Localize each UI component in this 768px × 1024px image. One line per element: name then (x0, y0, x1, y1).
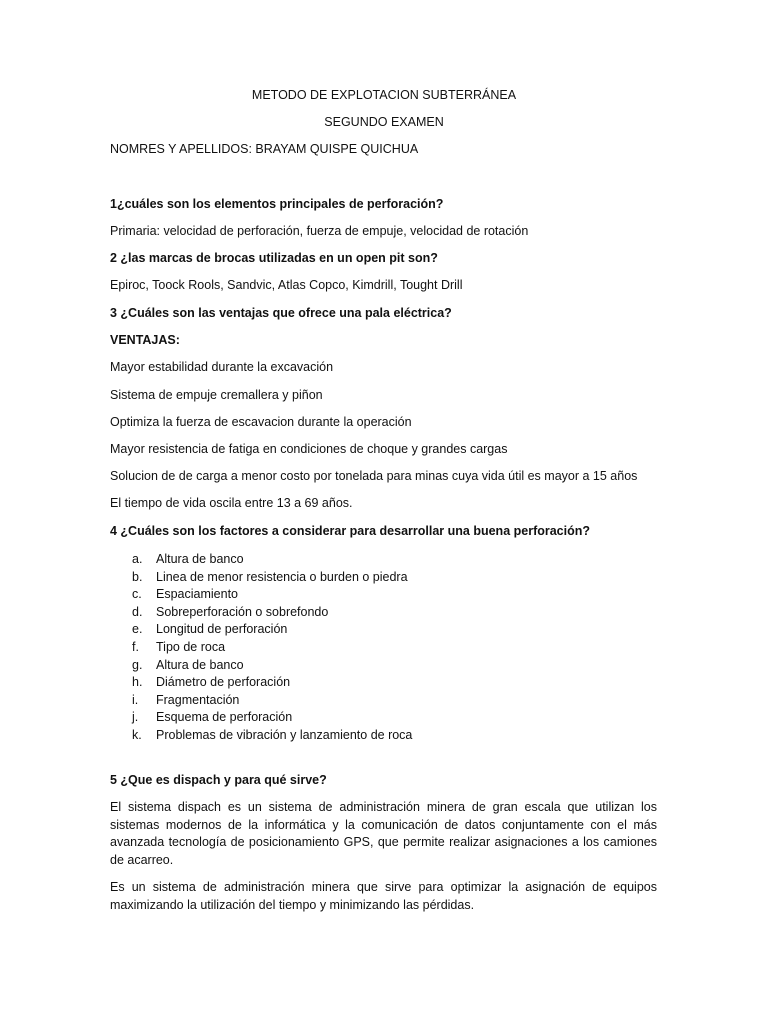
answer-5-paragraph-2: Es un sistema de administración minera que sirve para optimizar la asignación de equipos maximizando la utilización del tiempo y minimizando las pérdidas. (110, 880, 657, 912)
list-marker: e. (132, 622, 143, 637)
question-3: 3 ¿Cuáles son las ventajas que ofrece una pala eléctrica? (110, 306, 452, 320)
question-2: 2 ¿las marcas de brocas utilizadas en un open pit son? (110, 251, 438, 265)
list-item-text: Sobreperforación o sobrefondo (156, 604, 329, 619)
list-marker: g. (132, 657, 143, 672)
list-item-text: Diámetro de perforación (156, 675, 291, 690)
list-marker: k. (132, 727, 142, 742)
ventaja-item: Sistema de empuje cremallera y piñon (110, 388, 323, 402)
ventaja-item: Solucion de de carga a menor costo por tonelada para minas cuya vida útil es mayor a 15 años (110, 469, 638, 483)
list-marker: j. (132, 710, 139, 725)
question-5: 5 ¿Que es dispach y para qué sirve? (110, 773, 327, 787)
factores-list (132, 551, 412, 745)
question-1: 1¿cuáles son los elementos principales de perforación? (110, 197, 444, 211)
list-item (132, 727, 412, 745)
answer-1: Primaria: velocidad de perforación, fuerza de empuje, velocidad de rotación (110, 224, 529, 238)
list-marker: b. (132, 569, 143, 584)
list-item-text: Problemas de vibración y lanzamiento de roca (156, 727, 413, 742)
list-item (132, 692, 412, 710)
list-marker: c. (132, 587, 142, 602)
list-item (132, 709, 412, 727)
list-marker: h. (132, 675, 143, 690)
list-item-text: Esquema de perforación (156, 710, 293, 725)
ventaja-item: Mayor resistencia de fatiga en condiciones de choque y grandes cargas (110, 442, 508, 456)
ventajas-heading: VENTAJAS: (110, 333, 180, 347)
list-item-text: Fragmentación (156, 692, 240, 707)
list-item (132, 621, 412, 639)
list-item (132, 604, 412, 622)
list-marker: d. (132, 604, 143, 619)
list-item-text: Linea de menor resistencia o burden o piedra (156, 569, 408, 584)
answer-2: Epiroc, Toock Rools, Sandvic, Atlas Copco, Kimdrill, Tought Drill (110, 278, 463, 292)
list-item-text: Altura de banco (156, 657, 244, 672)
list-item (132, 586, 412, 604)
list-marker: f. (132, 639, 139, 654)
list-marker: i. (132, 692, 139, 707)
list-item (132, 674, 412, 692)
list-item-text: Longitud de perforación (156, 622, 288, 637)
list-item (132, 569, 412, 587)
list-item-text: Espaciamiento (156, 587, 238, 602)
list-item-text: Tipo de roca (156, 639, 226, 654)
list-item (132, 639, 412, 657)
document-title: METODO DE EXPLOTACION SUBTERRÁNEA (251, 88, 517, 102)
ventaja-item: El tiempo de vida oscila entre 13 a 69 años. (110, 496, 353, 510)
ventaja-item: Optimiza la fuerza de escavacion durante la operación (110, 415, 412, 429)
answer-5-paragraph-1: El sistema dispach es un sistema de administración minera de gran escala que utilizan los sistemas modernos de la informática y la comunicación de datos conjuntamente con el más avanzada tecnología de posicionamiento GPS, que permite realizar asignaciones a los camiones de acarreo. (110, 800, 657, 867)
document-subtitle: SEGUNDO EXAMEN (324, 115, 444, 129)
list-marker: a. (132, 552, 143, 566)
list-item (132, 551, 412, 569)
list-item-text: Altura de banco (156, 552, 244, 566)
student-name-line: NOMRES Y APELLIDOS: BRAYAM QUISPE QUICHUA (110, 142, 419, 156)
list-item (132, 657, 412, 675)
question-4: 4 ¿Cuáles son los factores a considerar para desarrollar una buena perforación? (110, 524, 591, 538)
ventaja-item: Mayor estabilidad durante la excavación (110, 360, 334, 374)
